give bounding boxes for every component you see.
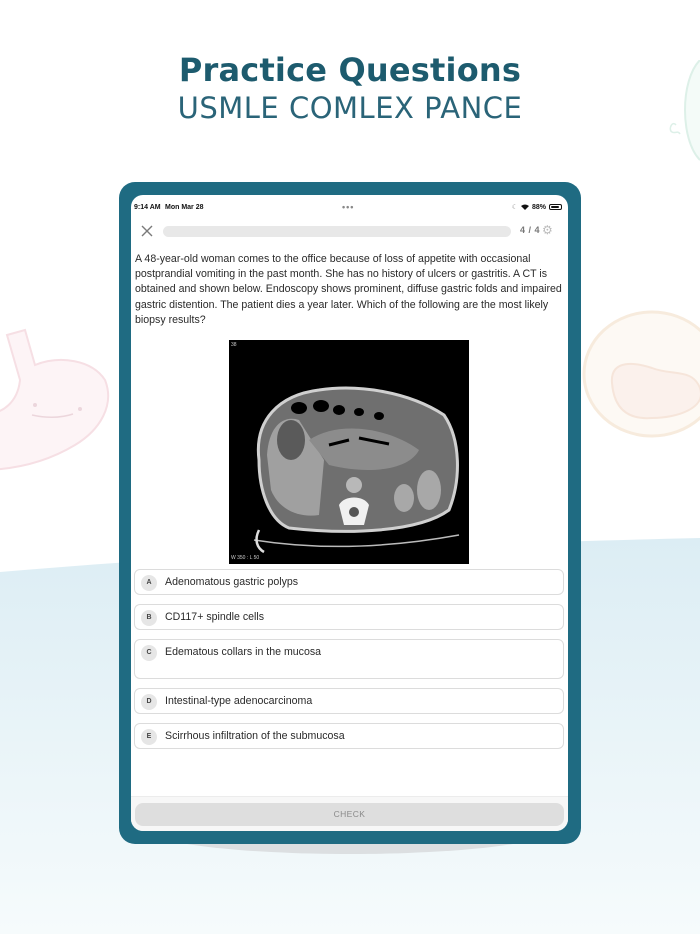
answer-option-b[interactable] — [134, 604, 564, 630]
option-letter-badge: C — [141, 645, 157, 661]
answer-option-e[interactable] — [134, 723, 564, 749]
hero-title: Practice Questions — [178, 51, 522, 89]
status-bar — [131, 195, 568, 215]
question-stem: A 48-year-old woman comes to the office because of loss of appetite with occasional postprandial vomiting in the past month. She has no history of ulcers or gastritis. A CT is obtained and shown below. Endoscopy shows prominent, diffuse gastric folds and impaired gastric distention. The patient dies a year later. Which of the following are the most likely biopsy results? — [135, 253, 562, 326]
close-button[interactable] — [138, 222, 156, 240]
hero-header — [0, 50, 700, 126]
close-icon — [141, 225, 153, 237]
multitasking-dots-icon[interactable]: ••• — [342, 202, 355, 212]
option-letter-badge: A — [141, 575, 157, 591]
ct-scan-image[interactable] — [229, 340, 469, 564]
question-toolbar — [131, 222, 568, 242]
option-letter-badge: E — [141, 729, 157, 745]
battery-percent: 88% — [531, 203, 546, 211]
option-letter-badge: B — [141, 610, 157, 626]
answer-option-c[interactable] — [134, 639, 564, 679]
option-text: CD117+ spindle cells — [165, 611, 265, 623]
footer-bar — [131, 796, 568, 831]
ct-window-level: W 350 : L 50 — [231, 555, 260, 561]
option-text: Edematous collars in the mucosa — [165, 646, 322, 658]
battery-icon — [549, 204, 562, 210]
answer-option-a[interactable] — [134, 569, 564, 595]
app-screen — [131, 195, 568, 831]
status-indicators — [512, 203, 562, 211]
status-time: 9:14 AM — [134, 204, 161, 211]
hero-subtitle: USMLE COMLEX PANCE — [177, 91, 523, 125]
moon-icon: ☾ — [511, 204, 518, 211]
option-letter-badge: D — [141, 694, 157, 710]
option-text: Adenomatous gastric polyps — [165, 576, 299, 588]
ct-slice-number: 38 — [231, 342, 237, 348]
cell-mascot-icon — [582, 308, 700, 443]
tablet-frame — [119, 182, 581, 844]
answer-option-d[interactable] — [134, 688, 564, 714]
status-date: Mon Mar 28 — [165, 204, 204, 211]
settings-gear-icon[interactable]: ⚙ — [542, 223, 553, 237]
wifi-icon — [521, 204, 529, 210]
option-text: Scirrhous infiltration of the submucosa — [165, 730, 345, 742]
question-counter: 4 / 4 — [520, 225, 541, 235]
check-button[interactable]: CHECK — [135, 803, 564, 826]
ct-scan-graphic — [229, 340, 469, 564]
progress-bar — [163, 226, 511, 237]
option-text: Intestinal-type adenocarcinoma — [165, 695, 313, 707]
stomach-mascot-icon — [0, 320, 110, 480]
answer-options — [134, 569, 564, 758]
